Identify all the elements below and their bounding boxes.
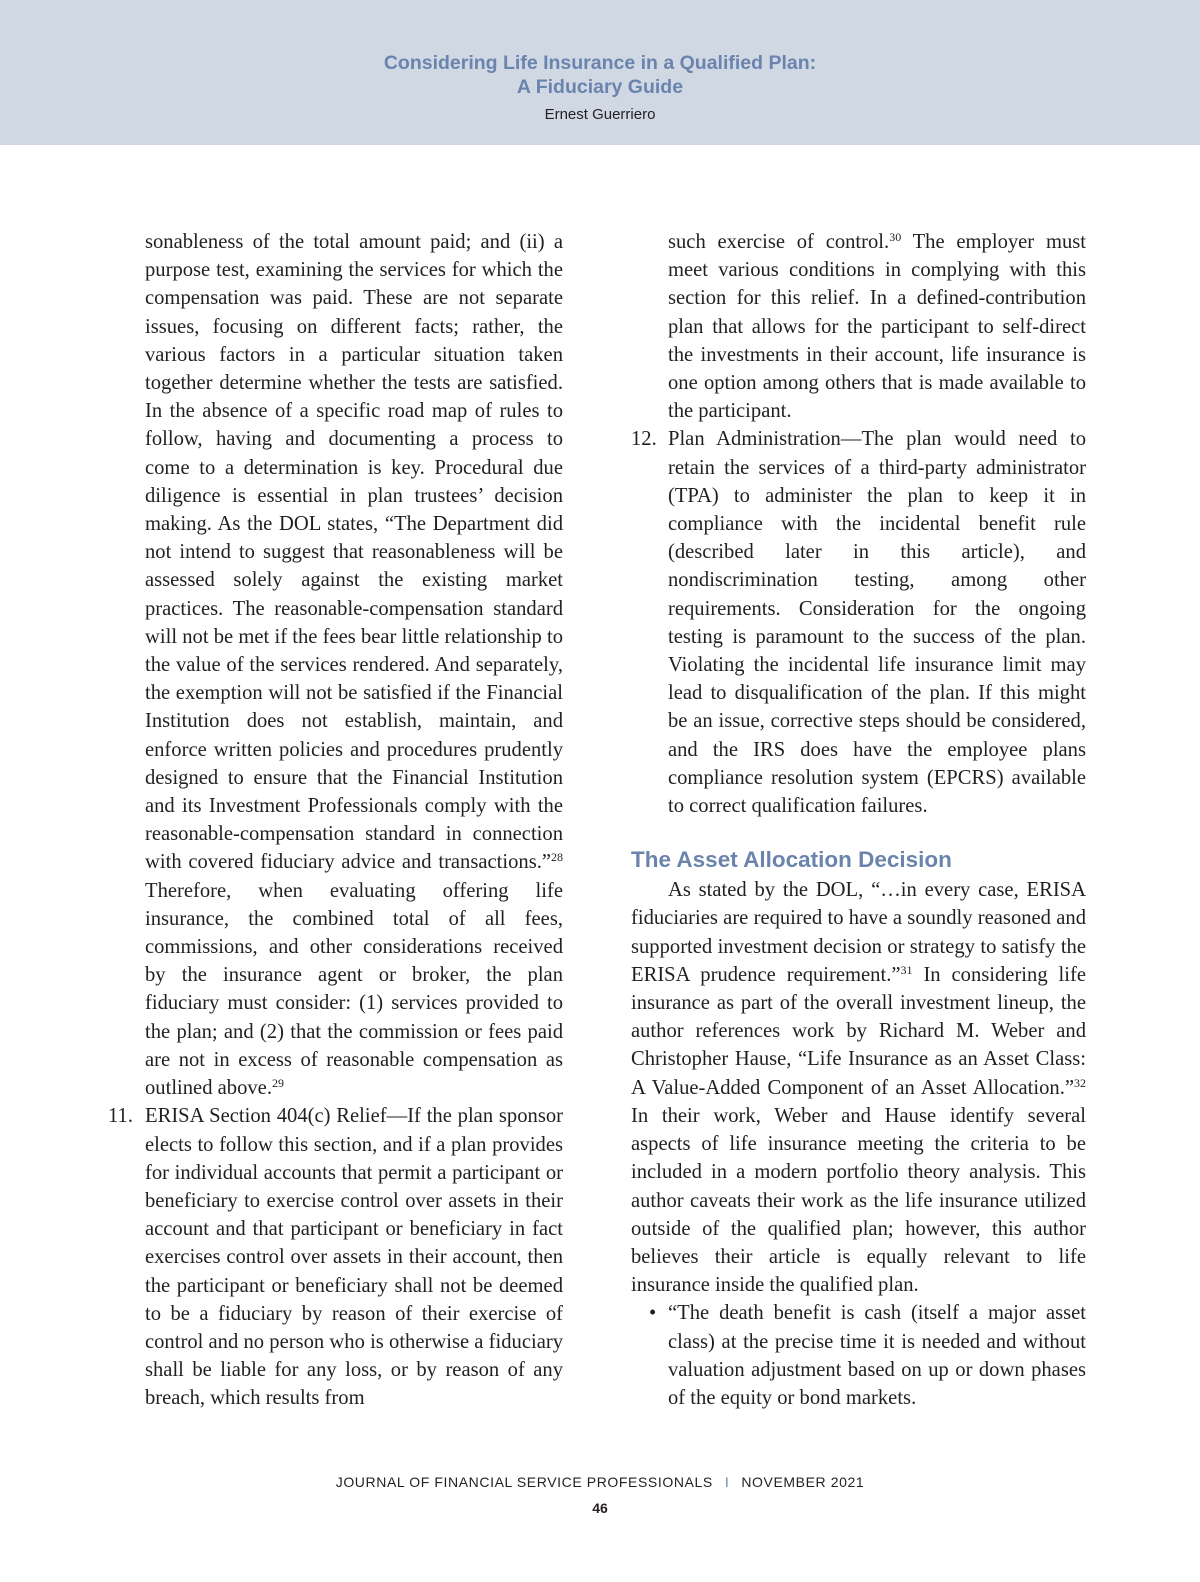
- footnote-ref-31: 31: [900, 962, 913, 977]
- left-column: [108, 228, 563, 1413]
- left-paragraph: [145, 228, 563, 1102]
- article-title-line2: A Fiduciary Guide: [516, 76, 684, 98]
- paragraph-text: As stated by the DOL, “…in every case, ERISA fiduciaries are required to have a soundly reasoned and supported investment decision or strategy to satisfy the ERISA prudence requirement.”: [631, 879, 1086, 986]
- bullet-item: [631, 1299, 1086, 1412]
- paragraph-text: In considering life insurance as part of the overall investment lineup, the author references work by Richard M. Weber and Christopher Hause, “Life Insurance as an Asset Class: A Value-Added Component of an Asset Allocation.”: [631, 963, 1087, 1099]
- paragraph-text: Therefore, when evaluating offering life insurance, the combined total of all fees, commissions, and other considerations received by the insurance agent or broker, the plan fiduciary must consider: (1) services provided to the plan; and (2) that the commission or fees paid are not in excess of reasonable compensation as outlined above.: [145, 879, 563, 1100]
- footnote-ref-29: 29: [271, 1076, 284, 1091]
- list-item-12: [631, 425, 1086, 820]
- list-number: 12.: [631, 428, 657, 451]
- list-item-11-continued: [631, 228, 1086, 425]
- issue-date: NOVEMBER 2021: [741, 1474, 865, 1490]
- right-column: [631, 228, 1086, 1412]
- paragraph-text: In their work, Weber and Hause identify several aspects of life insurance meeting the criteria to be included in a modern portfolio theory analysis. This author caveats their work as the life insurance utilized outside of the qualified plan; however, this author believes their article is equally relevant to life insurance inside the qualified plan.: [631, 1104, 1086, 1297]
- list-item-text: Plan Administration—The plan would need to retain the services of a third-party administrator (TPA) to administer the plan to keep it in compliance with the incidental benefit rule (described later in this article), and nondiscrimination testing, among other requirements. Consideration for the ongoing testing is paramount to the success of the plan. Violating the incidental life insurance limit may lead to disqualification of the plan. If this might be an issue, corrective steps should be considered, and the IRS does have the employee plans compliance resolution system (EPCRS) available to correct qualification failures.: [668, 428, 1086, 818]
- section-heading: The Asset Allocation Decision: [631, 847, 952, 873]
- footnote-ref-28: 28: [551, 850, 563, 865]
- paragraph-text: The employer must meet various conditions in complying with this section for this relief. In a defined-contribution plan that allows for the participant to self-direct the investments in their account, life insurance is one option among others that is made available to the participant.: [668, 231, 1086, 423]
- journal-name: JOURNAL OF FINANCIAL SERVICE PROFESSIONALS: [335, 1474, 713, 1490]
- right-paragraph: [631, 876, 1086, 1299]
- footnote-ref-30: 30: [889, 230, 902, 244]
- list-item-11: [108, 1102, 563, 1412]
- paragraph-text: sonableness of the total amount paid; and (ii) a purpose test, examining the services for which the compensation was paid. These are not separate issues, focusing on different facts; rather, the various factors in a particular situation taken together determine whether the tests are satisfied. In the absence of a specific road map of rules to follow, having and documenting a process to come to a determination is key. Procedural due diligence is essential in plan trustees’ decision making. As the DOL states, “The Department did not intend to suggest that reasonableness will be assessed solely against the existing market practices. The reasonable-compensation standard will not be met if the fees bear little relationship to the value of the services rendered. And separately, the exemption will not be satisfied if the Financial Institution does not establish, maintain, and enforce written policies and procedures prudently designed to ensure that the Financial Institution and its Investment Professionals comply with the reasonable-compensation standard in connection with covered fiduciary advice and transactions.”: [145, 231, 563, 874]
- bullet-mark: •: [649, 1302, 657, 1325]
- list-item-text: ERISA Section 404(c) Relief—If the plan sponsor elects to follow this section, and if a plan provides for individual accounts that permit a participant or beneficiary to exercise control over assets in their account and that participant or beneficiary in fact exercises control over assets in their account, then the participant or beneficiary shall not be deemed to be a fiduciary by reason of their exercise of control and no person who is otherwise a fiduciary shall be liable for any loss, or by reason of any breach, which results from: [145, 1105, 563, 1410]
- paragraph-text: such exercise of control.: [668, 231, 890, 253]
- article-title-line1: Considering Life Insurance in a Qualified Plan:: [383, 52, 817, 74]
- footer-separator: I: [724, 1474, 730, 1490]
- article-author: Ernest Guerriero: [544, 106, 656, 123]
- page-header: [0, 0, 1200, 145]
- page-number: 46: [592, 1500, 608, 1516]
- page-footer: [0, 1474, 1200, 1490]
- footnote-ref-32: 32: [1074, 1075, 1086, 1090]
- bullet-text: “The death benefit is cash (itself a major asset class) at the precise time it is needed and without valuation adjustment based on up or down phases of the equity or bond markets.: [668, 1302, 1086, 1409]
- list-number: 11.: [108, 1105, 133, 1128]
